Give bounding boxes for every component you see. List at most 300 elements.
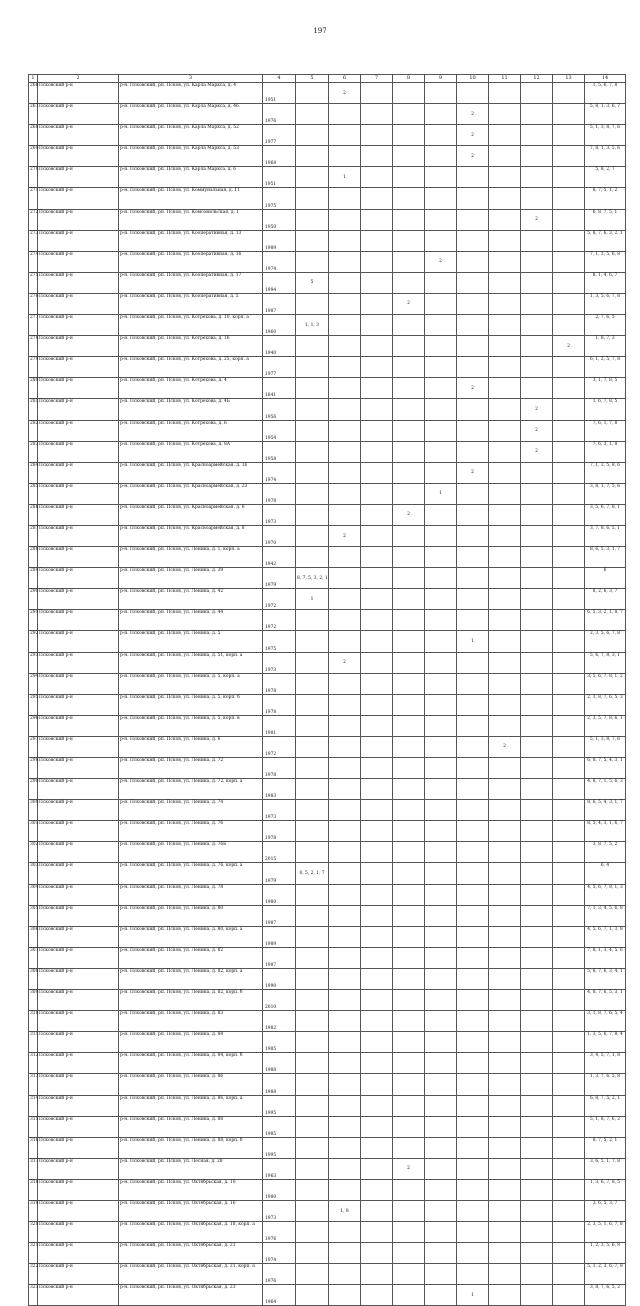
address-cell: р-н. Псковский, рп. Псков, ул. Котрехова, д. 6 bbox=[119, 420, 263, 441]
col11-cell bbox=[489, 1285, 521, 1306]
col8-cell bbox=[393, 188, 425, 209]
col9-cell bbox=[425, 990, 457, 1011]
table-row bbox=[29, 420, 626, 441]
col9-cell bbox=[425, 1095, 457, 1116]
col7-cell bbox=[361, 610, 393, 631]
year-cell: 1940 bbox=[263, 336, 296, 357]
col14-cell: 7, 8, 1, 3, 4, 5, 6 bbox=[585, 947, 626, 968]
region-cell: Псковский р-н bbox=[38, 441, 119, 462]
row-number-cell: 266 bbox=[29, 83, 38, 104]
col6-cell: 2 bbox=[329, 83, 361, 104]
col10-cell bbox=[457, 947, 489, 968]
col5-cell: 8, 7, 5, 3, 2, 1 bbox=[296, 568, 329, 589]
year-cell: 1980 bbox=[263, 884, 296, 905]
col5-cell bbox=[296, 293, 329, 314]
col10-cell bbox=[457, 1095, 489, 1116]
col9-cell bbox=[425, 715, 457, 736]
col8-cell bbox=[393, 272, 425, 293]
region-cell: Псковский р-н bbox=[38, 1200, 119, 1221]
col5-cell bbox=[296, 1095, 329, 1116]
col11-cell bbox=[489, 694, 521, 715]
address-cell: р-н. Псковский, рп. Псков, ул. Ленина, д. 82, корп. б bbox=[119, 990, 263, 1011]
region-cell: Псковский р-н bbox=[38, 1222, 119, 1243]
address-cell: р-н. Псковский, рп. Псков, ул. Октябрьская, д. 16 bbox=[119, 1200, 263, 1221]
table-row bbox=[29, 1116, 626, 1137]
region-cell: Псковский р-н bbox=[38, 336, 119, 357]
col12-cell bbox=[521, 1032, 553, 1053]
year-cell: 1976 bbox=[263, 1222, 296, 1243]
row-number-cell: 278 bbox=[29, 336, 38, 357]
col10-cell bbox=[457, 188, 489, 209]
year-cell: 1954 bbox=[263, 420, 296, 441]
col8-cell bbox=[393, 631, 425, 652]
col7-cell bbox=[361, 483, 393, 504]
region-cell: Псковский р-н bbox=[38, 83, 119, 104]
col11-cell bbox=[489, 230, 521, 251]
col12-cell bbox=[521, 1222, 553, 1243]
col8-cell bbox=[393, 926, 425, 947]
col7-cell bbox=[361, 188, 393, 209]
row-number-cell: 284 bbox=[29, 462, 38, 483]
col12-cell bbox=[521, 188, 553, 209]
col10-cell bbox=[457, 1032, 489, 1053]
col5-cell: 8, 5, 2, 1, 7 bbox=[296, 863, 329, 884]
col13-cell bbox=[553, 673, 585, 694]
col13-cell bbox=[553, 483, 585, 504]
col9-cell: 2 bbox=[425, 251, 457, 272]
row-number-cell: 296 bbox=[29, 715, 38, 736]
address-cell: р-н. Псковский, рп. Псков, ул. Октябрьская, д. 10 bbox=[119, 1179, 263, 1200]
year-cell: 2010 bbox=[263, 990, 296, 1011]
col5-cell bbox=[296, 188, 329, 209]
col13-cell bbox=[553, 525, 585, 546]
col13-cell bbox=[553, 1264, 585, 1285]
region-cell: Псковский р-н bbox=[38, 378, 119, 399]
col13-cell bbox=[553, 357, 585, 378]
col10-cell bbox=[457, 293, 489, 314]
col6-cell bbox=[329, 1053, 361, 1074]
address-cell: р-н. Псковский, рп. Псков, ул. Красноармейская, д. 8 bbox=[119, 525, 263, 546]
address-cell: р-н. Псковский, рп. Псков, ул. Ленина, д. 44 bbox=[119, 610, 263, 631]
table-row bbox=[29, 863, 626, 884]
address-cell: р-н. Псковский, рп. Псков, ул. Ленина, д. 39 bbox=[119, 568, 263, 589]
table-row bbox=[29, 1053, 626, 1074]
col12-cell bbox=[521, 1074, 553, 1095]
col12-cell bbox=[521, 821, 553, 842]
header-cell: 5 bbox=[296, 75, 329, 83]
year-cell: 1974 bbox=[263, 251, 296, 272]
col6-cell bbox=[329, 947, 361, 968]
col5-cell bbox=[296, 1053, 329, 1074]
col13-cell bbox=[553, 1095, 585, 1116]
col11-cell bbox=[489, 293, 521, 314]
col14-cell: 3, 6, 5, 3, 7 bbox=[585, 1200, 626, 1221]
col7-cell bbox=[361, 293, 393, 314]
year-cell: 1989 bbox=[263, 230, 296, 251]
region-cell: Псковский р-н bbox=[38, 736, 119, 757]
year-cell: 1977 bbox=[263, 357, 296, 378]
address-cell: р-н. Псковский, рп. Псков, ул. Карла Маркса, д. 6 bbox=[119, 167, 263, 188]
table-row bbox=[29, 884, 626, 905]
col10-cell bbox=[457, 483, 489, 504]
row-number-cell: 320 bbox=[29, 1222, 38, 1243]
col6-cell bbox=[329, 357, 361, 378]
address-cell: р-н. Псковский, рп. Псков, ул. Котрехова, д. 8А bbox=[119, 441, 263, 462]
col7-cell bbox=[361, 842, 393, 863]
col7-cell bbox=[361, 336, 393, 357]
col10-cell bbox=[457, 821, 489, 842]
col6-cell bbox=[329, 694, 361, 715]
address-cell: р-н. Псковский, рп. Псков, ул. Октябрьская, д. 18, корп. а bbox=[119, 1222, 263, 1243]
col9-cell bbox=[425, 694, 457, 715]
header-row bbox=[29, 75, 626, 83]
year-cell: 1980 bbox=[263, 1179, 296, 1200]
col10-cell bbox=[457, 1053, 489, 1074]
region-cell: Псковский р-н bbox=[38, 1011, 119, 1032]
col14-cell: 7, 1, 3, 5, 6, 8 bbox=[585, 251, 626, 272]
col6-cell bbox=[329, 420, 361, 441]
col7-cell bbox=[361, 1053, 393, 1074]
year-cell: 1978 bbox=[263, 483, 296, 504]
col14-cell: 5, 8, 1, 3, 6, 7 bbox=[585, 104, 626, 125]
col9-cell bbox=[425, 420, 457, 441]
col9-cell bbox=[425, 230, 457, 251]
col14-cell: 8, 7, 5, 2, 1 bbox=[585, 1137, 626, 1158]
col7-cell bbox=[361, 715, 393, 736]
col5-cell bbox=[296, 125, 329, 146]
col5-cell: 5 bbox=[296, 272, 329, 293]
col14-cell: 4, 8, 7, 1, 5, 6, 3 bbox=[585, 779, 626, 800]
col10-cell bbox=[457, 673, 489, 694]
col9-cell bbox=[425, 1053, 457, 1074]
row-number-cell: 281 bbox=[29, 399, 38, 420]
col6-cell bbox=[329, 399, 361, 420]
col13-cell bbox=[553, 441, 585, 462]
address-cell: р-н. Псковский, рп. Псков, ул. Октябрьская, д. 21, корп. а bbox=[119, 1264, 263, 1285]
col7-cell bbox=[361, 441, 393, 462]
col10-cell bbox=[457, 1011, 489, 1032]
col12-cell bbox=[521, 673, 553, 694]
table-row bbox=[29, 568, 626, 589]
col6-cell bbox=[329, 884, 361, 905]
col13-cell bbox=[553, 167, 585, 188]
year-cell: 1974 bbox=[263, 462, 296, 483]
row-number-cell: 323 bbox=[29, 1285, 38, 1306]
table-row bbox=[29, 357, 626, 378]
year-cell: 1987 bbox=[263, 293, 296, 314]
col6-cell bbox=[329, 230, 361, 251]
col11-cell bbox=[489, 209, 521, 230]
col5-cell bbox=[296, 1200, 329, 1221]
col7-cell bbox=[361, 1137, 393, 1158]
year-cell: 1964 bbox=[263, 1285, 296, 1306]
col8-cell bbox=[393, 83, 425, 104]
page-number: 197 bbox=[313, 27, 327, 35]
table-row bbox=[29, 399, 626, 420]
region-cell: Псковский р-н bbox=[38, 652, 119, 673]
col10-cell bbox=[457, 167, 489, 188]
region-cell: Псковский р-н bbox=[38, 209, 119, 230]
row-number-cell: 313 bbox=[29, 1074, 38, 1095]
col11-cell bbox=[489, 272, 521, 293]
col5-cell bbox=[296, 1011, 329, 1032]
col6-cell bbox=[329, 315, 361, 336]
region-cell: Псковский р-н bbox=[38, 758, 119, 779]
col12-cell bbox=[521, 694, 553, 715]
table-row bbox=[29, 146, 626, 167]
row-number-cell: 282 bbox=[29, 420, 38, 441]
col12-cell bbox=[521, 251, 553, 272]
col6-cell bbox=[329, 990, 361, 1011]
col11-cell bbox=[489, 251, 521, 272]
col9-cell bbox=[425, 441, 457, 462]
col14-cell: 3, 5, 6, 7, 8, 1 bbox=[585, 504, 626, 525]
col11-cell bbox=[489, 589, 521, 610]
col11-cell bbox=[489, 758, 521, 779]
header-cell: 10 bbox=[457, 75, 489, 83]
col9-cell bbox=[425, 821, 457, 842]
col10-cell bbox=[457, 905, 489, 926]
table-row bbox=[29, 990, 626, 1011]
col9-cell bbox=[425, 399, 457, 420]
col6-cell bbox=[329, 251, 361, 272]
region-cell: Псковский р-н bbox=[38, 1158, 119, 1179]
col8-cell bbox=[393, 547, 425, 568]
col13-cell bbox=[553, 188, 585, 209]
col10-cell bbox=[457, 525, 489, 546]
col14-cell: 5, 1, 8, 7, 6, 2 bbox=[585, 1116, 626, 1137]
col7-cell bbox=[361, 1285, 393, 1306]
col8-cell bbox=[393, 104, 425, 125]
col10-cell bbox=[457, 441, 489, 462]
col13-cell bbox=[553, 1116, 585, 1137]
col11-cell bbox=[489, 1053, 521, 1074]
col10-cell bbox=[457, 1179, 489, 1200]
col8-cell bbox=[393, 399, 425, 420]
col6-cell bbox=[329, 1137, 361, 1158]
col5-cell bbox=[296, 800, 329, 821]
col12-cell bbox=[521, 1137, 553, 1158]
col6-cell bbox=[329, 1285, 361, 1306]
col8-cell bbox=[393, 694, 425, 715]
col10-cell bbox=[457, 1158, 489, 1179]
col13-cell bbox=[553, 926, 585, 947]
col7-cell bbox=[361, 589, 393, 610]
col10-cell bbox=[457, 1074, 489, 1095]
row-number-cell: 304 bbox=[29, 884, 38, 905]
col7-cell bbox=[361, 1095, 393, 1116]
address-cell: р-н. Псковский, рп. Псков, ул. Ленина, д. 82 bbox=[119, 947, 263, 968]
col12-cell bbox=[521, 167, 553, 188]
table-row bbox=[29, 167, 626, 188]
region-cell: Псковский р-н bbox=[38, 188, 119, 209]
header-cell: 4 bbox=[263, 75, 296, 83]
col14-cell: 5, 8, 2, 7 bbox=[585, 167, 626, 188]
row-number-cell: 302 bbox=[29, 842, 38, 863]
col5-cell: 1 bbox=[296, 589, 329, 610]
col9-cell bbox=[425, 1158, 457, 1179]
col5-cell bbox=[296, 378, 329, 399]
col9-cell bbox=[425, 146, 457, 167]
col11-cell bbox=[489, 125, 521, 146]
col5-cell bbox=[296, 1158, 329, 1179]
col10-cell bbox=[457, 589, 489, 610]
col9-cell bbox=[425, 1074, 457, 1095]
region-cell: Псковский р-н bbox=[38, 1095, 119, 1116]
col6-cell bbox=[329, 272, 361, 293]
region-cell: Псковский р-н bbox=[38, 863, 119, 884]
col8-cell bbox=[393, 483, 425, 504]
col13-cell bbox=[553, 1137, 585, 1158]
col6-cell bbox=[329, 483, 361, 504]
col10-cell: 2 bbox=[457, 378, 489, 399]
col14-cell: 3, 6, 5, 1, 7, 8 bbox=[585, 1158, 626, 1179]
col5-cell bbox=[296, 1116, 329, 1137]
col10-cell bbox=[457, 715, 489, 736]
year-cell: 1979 bbox=[263, 863, 296, 884]
col13-cell bbox=[553, 293, 585, 314]
col12-cell: 2 bbox=[521, 209, 553, 230]
col9-cell bbox=[425, 1243, 457, 1264]
col13-cell bbox=[553, 399, 585, 420]
col8-cell bbox=[393, 884, 425, 905]
col8-cell: 2 bbox=[393, 1158, 425, 1179]
col11-cell bbox=[489, 631, 521, 652]
col5-cell bbox=[296, 336, 329, 357]
col14-cell: 4, 5, 6, 7, 1, 3, 8 bbox=[585, 926, 626, 947]
col13-cell bbox=[553, 758, 585, 779]
col10-cell bbox=[457, 652, 489, 673]
row-number-cell: 317 bbox=[29, 1158, 38, 1179]
col9-cell bbox=[425, 504, 457, 525]
col6-cell bbox=[329, 1032, 361, 1053]
table-row bbox=[29, 209, 626, 230]
col8-cell bbox=[393, 209, 425, 230]
col8-cell: 2 bbox=[393, 293, 425, 314]
col11-cell bbox=[489, 568, 521, 589]
col5-cell bbox=[296, 1285, 329, 1306]
year-cell: 1987 bbox=[263, 905, 296, 926]
year-cell: 1975 bbox=[263, 188, 296, 209]
col13-cell bbox=[553, 1011, 585, 1032]
row-number-cell: 277 bbox=[29, 315, 38, 336]
col14-cell: 6, 8, 7, 5, 4, 3, 1 bbox=[585, 758, 626, 779]
row-number-cell: 289 bbox=[29, 568, 38, 589]
col5-cell bbox=[296, 209, 329, 230]
col14-cell: 5, 1, 3, 8, 7, 6 bbox=[585, 125, 626, 146]
col13-cell bbox=[553, 589, 585, 610]
col7-cell bbox=[361, 315, 393, 336]
year-cell: 1981 bbox=[263, 715, 296, 736]
col8-cell bbox=[393, 863, 425, 884]
region-cell: Псковский р-н bbox=[38, 947, 119, 968]
year-cell: 1978 bbox=[263, 694, 296, 715]
col10-cell bbox=[457, 779, 489, 800]
row-number-cell: 295 bbox=[29, 694, 38, 715]
col13-cell bbox=[553, 125, 585, 146]
address-cell: р-н. Псковский, рп. Псков, ул. Ленина, д. 5, корп. в bbox=[119, 715, 263, 736]
col7-cell bbox=[361, 1264, 393, 1285]
col14-cell: 8, 5, 4, 3, 1, 6, 7 bbox=[585, 821, 626, 842]
col11-cell bbox=[489, 1116, 521, 1137]
region-cell: Псковский р-н bbox=[38, 1116, 119, 1137]
col8-cell bbox=[393, 1285, 425, 1306]
col10-cell bbox=[457, 990, 489, 1011]
col7-cell bbox=[361, 1200, 393, 1221]
table-row bbox=[29, 1179, 626, 1200]
col5-cell bbox=[296, 83, 329, 104]
col14-cell: 8, 6, 5, 3, 1, 7 bbox=[585, 547, 626, 568]
table-row bbox=[29, 736, 626, 757]
col12-cell bbox=[521, 779, 553, 800]
col5-cell bbox=[296, 462, 329, 483]
col5-cell bbox=[296, 146, 329, 167]
col13-cell bbox=[553, 990, 585, 1011]
year-cell: 1982 bbox=[263, 1011, 296, 1032]
col7-cell bbox=[361, 694, 393, 715]
col8-cell bbox=[393, 146, 425, 167]
col5-cell bbox=[296, 694, 329, 715]
col11-cell bbox=[489, 104, 521, 125]
col12-cell bbox=[521, 104, 553, 125]
row-number-cell: 301 bbox=[29, 821, 38, 842]
table-row bbox=[29, 1074, 626, 1095]
address-cell: р-н. Псковский, рп. Псков, ул. Ленина, д. 72 bbox=[119, 758, 263, 779]
col5-cell bbox=[296, 947, 329, 968]
header-cell: 14 bbox=[585, 75, 626, 83]
col14-cell: 3, 1, 7, 8, 5 bbox=[585, 378, 626, 399]
col10-cell bbox=[457, 1116, 489, 1137]
region-cell: Псковский р-н bbox=[38, 357, 119, 378]
row-number-cell: 311 bbox=[29, 1032, 38, 1053]
table-row bbox=[29, 462, 626, 483]
col12-cell bbox=[521, 736, 553, 757]
year-cell: 1990 bbox=[263, 968, 296, 989]
address-cell: р-н. Псковский, рп. Псков, ул. Ленина, д. 80, корп. а bbox=[119, 926, 263, 947]
col11-cell bbox=[489, 504, 521, 525]
table-row bbox=[29, 1137, 626, 1158]
year-cell: 1995 bbox=[263, 1137, 296, 1158]
col10-cell bbox=[457, 420, 489, 441]
col12-cell bbox=[521, 1243, 553, 1264]
row-number-cell: 303 bbox=[29, 863, 38, 884]
col10-cell: 1 bbox=[457, 631, 489, 652]
col5-cell bbox=[296, 631, 329, 652]
table-row bbox=[29, 125, 626, 146]
col7-cell bbox=[361, 1011, 393, 1032]
col6-cell bbox=[329, 610, 361, 631]
col13-cell bbox=[553, 230, 585, 251]
row-number-cell: 270 bbox=[29, 167, 38, 188]
col5-cell bbox=[296, 104, 329, 125]
row-number-cell: 309 bbox=[29, 990, 38, 1011]
table-row bbox=[29, 758, 626, 779]
col12-cell: 2 bbox=[521, 441, 553, 462]
col11-cell bbox=[489, 715, 521, 736]
col7-cell bbox=[361, 947, 393, 968]
row-number-cell: 286 bbox=[29, 504, 38, 525]
table-row bbox=[29, 293, 626, 314]
region-cell: Псковский р-н bbox=[38, 1243, 119, 1264]
table-row bbox=[29, 947, 626, 968]
col10-cell: 2 bbox=[457, 125, 489, 146]
address-cell: р-н. Псковский, рп. Псков, ул. Кооперативная, д. 16 bbox=[119, 251, 263, 272]
address-cell: р-н. Псковский, рп. Псков, ул. Коммунальная, д. 11 bbox=[119, 188, 263, 209]
address-cell: р-н. Псковский, рп. Псков, ул. Ленина, д. 74 bbox=[119, 800, 263, 821]
table-row bbox=[29, 547, 626, 568]
col13-cell bbox=[553, 83, 585, 104]
col11-cell bbox=[489, 842, 521, 863]
